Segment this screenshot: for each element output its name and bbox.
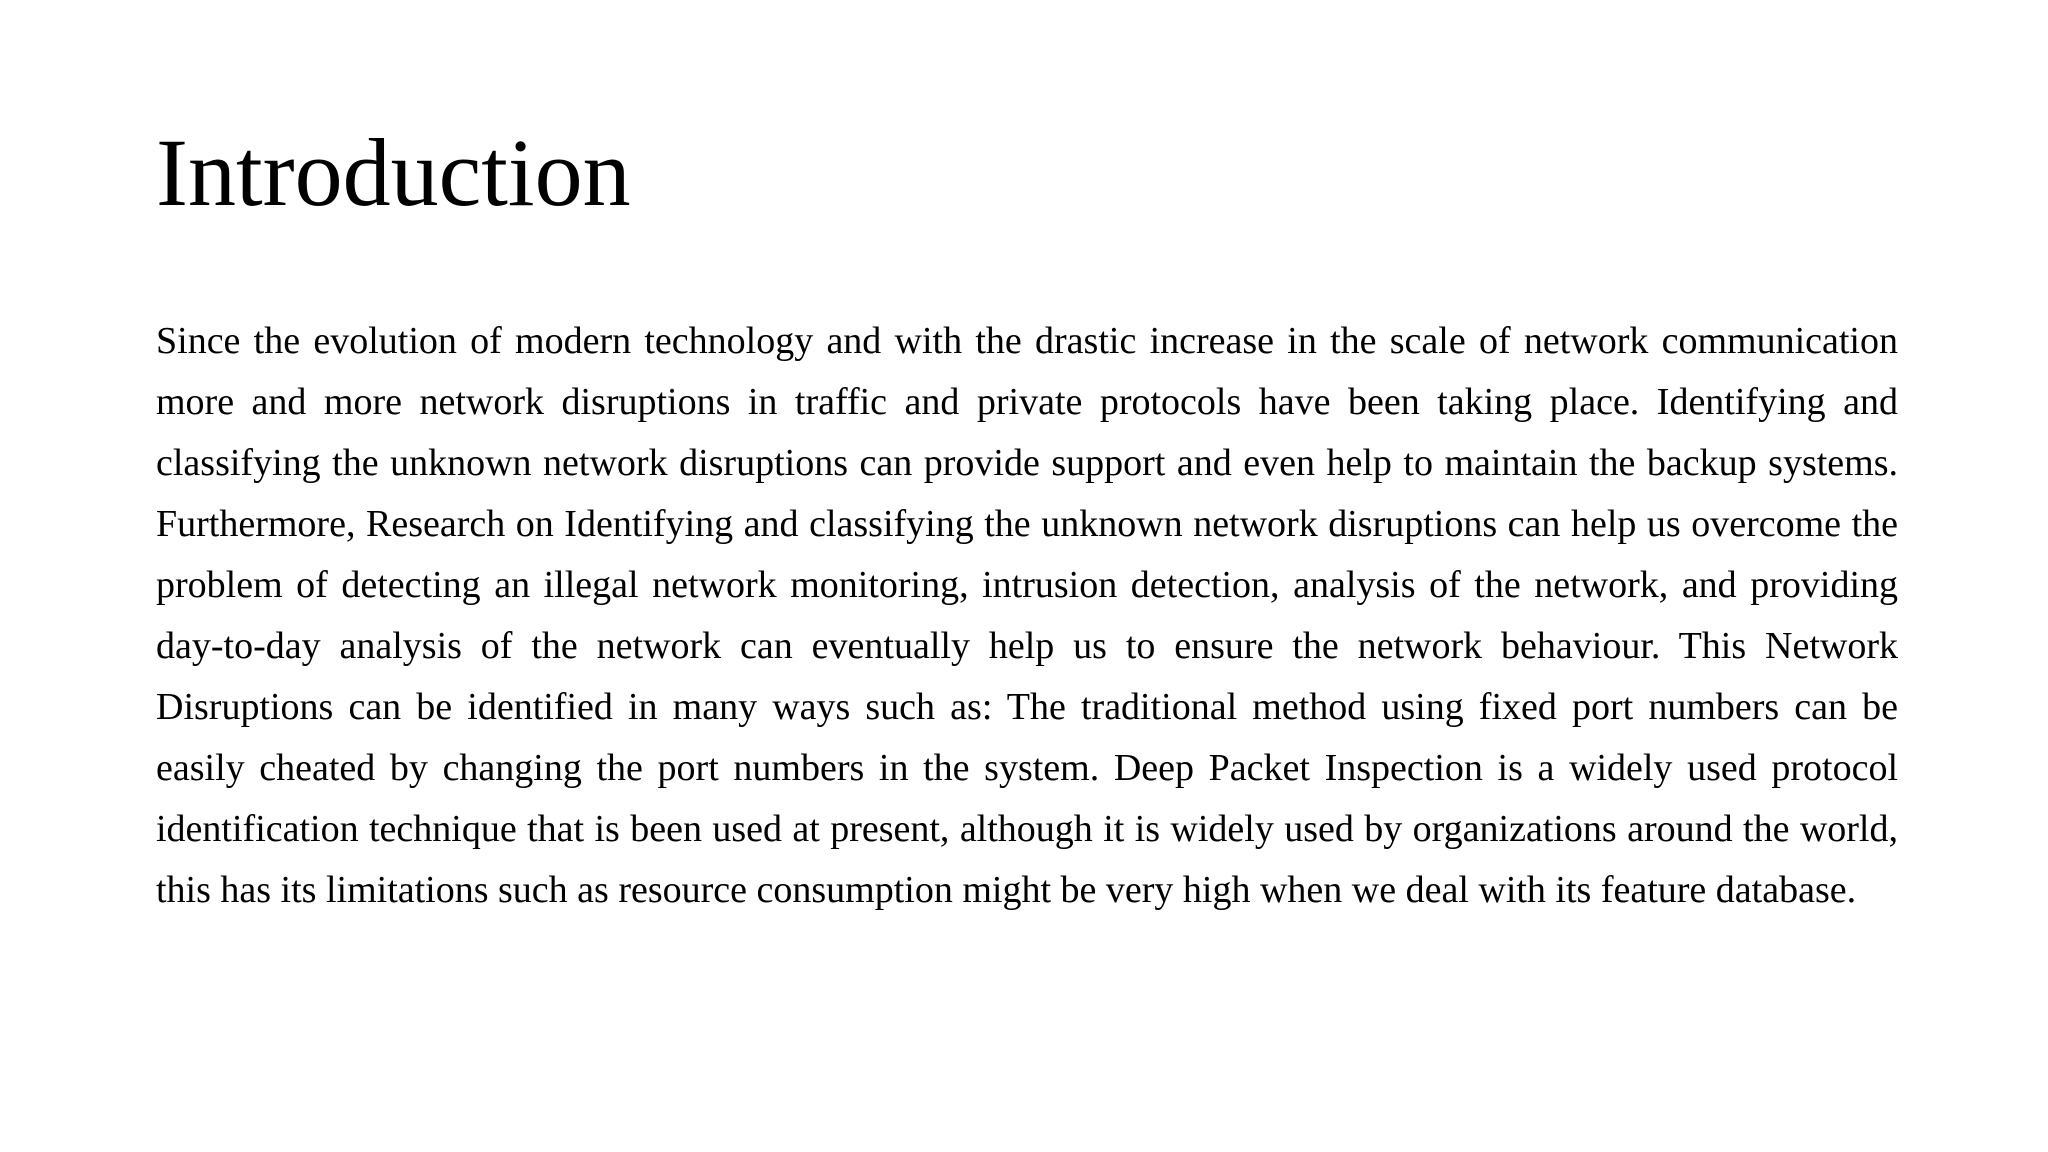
slide-title: Introduction: [156, 119, 631, 226]
slide-body-paragraph: Since the evolution of modern technology and with the drastic increase in the scale of network communication more and more network disruptions in traffic and private protocols have been taking place. Identifying and classifying the unknown network disruptions can provide support and even help to maintain the backup systems. Furthermore, Research on Identifying and classifying the unknown network disruptions can help us overcome the problem of detecting an illegal network monitoring, intrusion detection, analysis of the network, and providing day-to-day analysis of the network can eventually help us to ensure the network behaviour. This Network Disruptions can be identified in many ways such as: The traditional method using fixed port numbers can be easily cheated by changing the port numbers in the system. Deep Packet Inspection is a widely used protocol identification technique that is been used at present, although it is widely used by organizations around the world, this has its limitations such as resource consumption might be very high when we deal with its feature database.: [156, 320, 1898, 911]
